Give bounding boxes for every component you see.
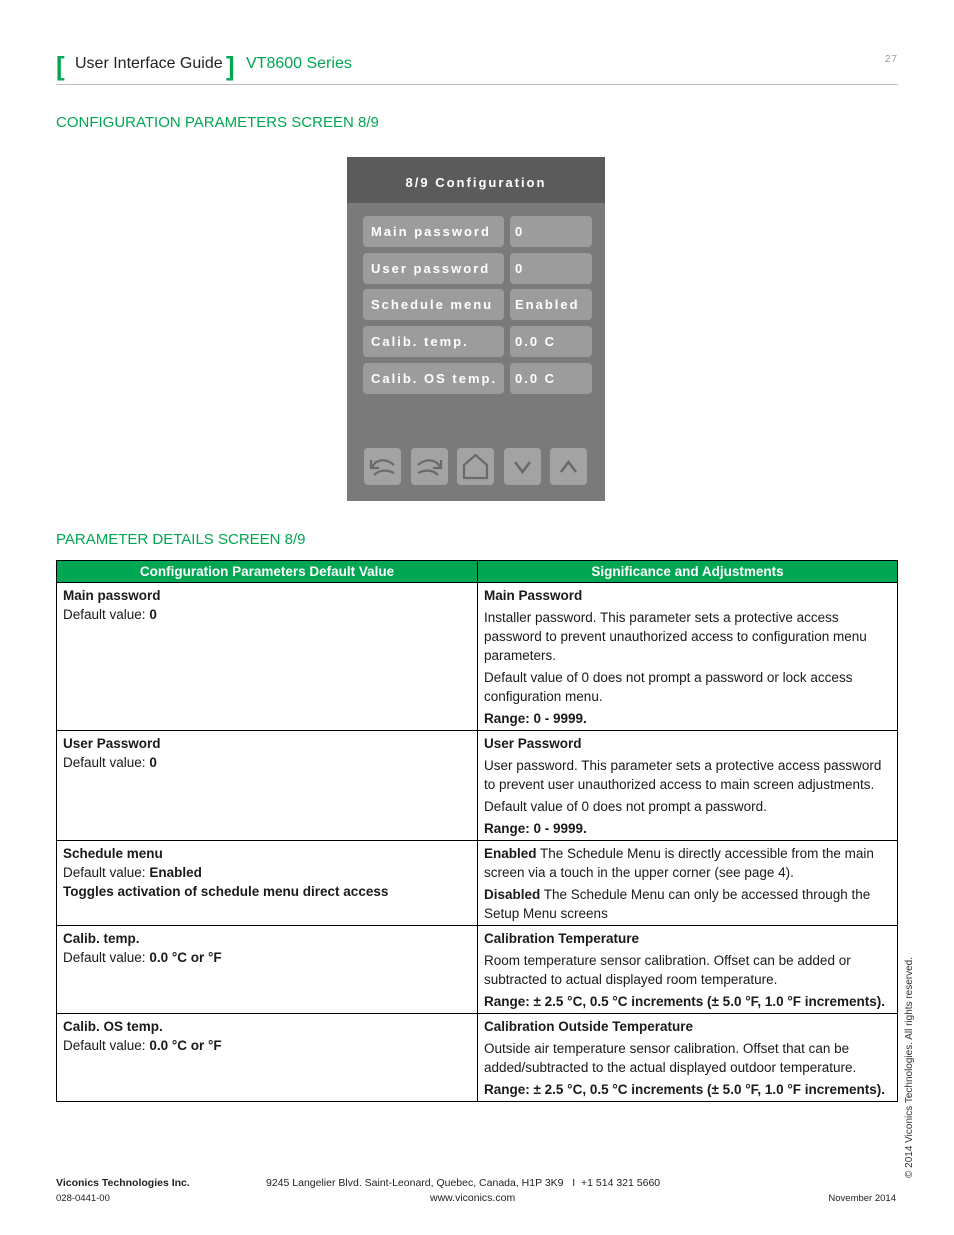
screen-title: 8/9 Configuration (347, 157, 605, 203)
significance-cell (478, 583, 898, 731)
param-row-main-password[interactable] (363, 216, 593, 247)
home-icon (457, 448, 494, 485)
back-button[interactable] (364, 448, 401, 485)
param-cell (57, 841, 478, 926)
chevron-up-icon (550, 448, 587, 485)
table-row (57, 1014, 898, 1102)
param-row-schedule-menu[interactable] (363, 289, 593, 320)
param-cell (57, 926, 478, 1014)
param-cell (57, 583, 478, 731)
param-name: Main password (63, 588, 161, 603)
significance-title: Main Password (484, 588, 583, 603)
default-value: 0 (149, 607, 157, 622)
param-row-calib-os-temp[interactable] (363, 363, 593, 394)
up-button[interactable] (550, 448, 587, 485)
param-name: Schedule menu (63, 846, 163, 861)
significance-cell (478, 841, 898, 926)
section-title-config: CONFIGURATION PARAMETERS SCREEN 8/9 (56, 114, 379, 131)
param-value[interactable]: 0.0 C (510, 363, 592, 394)
param-label[interactable]: Main password (363, 216, 504, 247)
param-row-calib-temp[interactable] (363, 326, 593, 357)
column-header: Configuration Parameters Default Value (57, 561, 478, 583)
footer-date: November 2014 (828, 1193, 896, 1204)
default-label: Default value: (63, 1038, 150, 1053)
home-button[interactable] (457, 448, 494, 485)
significance-title: Calibration Temperature (484, 931, 640, 946)
param-label[interactable]: User password (363, 253, 504, 284)
significance-title: User Password (484, 736, 582, 751)
forward-arrow-icon (411, 448, 448, 485)
series-title: VT8600 Series (246, 55, 352, 72)
footer-address: 9245 Langelier Blvd. Saint-Leonard, Quebec, Canada, H1P 3K9 I +1 514 321 5660 (266, 1177, 661, 1189)
description: Installer password. This parameter sets a protective access password to prevent unauthorized access to configuration menu parameters. (484, 610, 867, 663)
param-value[interactable]: Enabled (510, 289, 592, 320)
description: Outside air temperature sensor calibration. Offset that can be added/subtracted to the actual displayed outdoor temperature. (484, 1041, 857, 1075)
default-value: 0.0 °C or °F (149, 950, 222, 965)
left-bracket-icon: [ (56, 51, 65, 81)
param-cell (57, 731, 478, 841)
significance-title: Calibration Outside Temperature (484, 1019, 694, 1034)
column-header: Significance and Adjustments (478, 561, 898, 583)
param-value[interactable]: 0.0 C (510, 326, 592, 357)
param-label[interactable]: Schedule menu (363, 289, 504, 320)
significance-cell (478, 926, 898, 1014)
back-arrow-icon (364, 448, 401, 485)
guide-title: User Interface Guide (75, 55, 223, 72)
description: User password. This parameter sets a protective access password to prevent user unauthorized access to main screen adjustments. (484, 758, 882, 792)
down-button[interactable] (504, 448, 541, 485)
table-row (57, 583, 898, 731)
range: Range: 0 - 9999. (484, 711, 587, 726)
right-bracket-icon: ] (226, 51, 235, 81)
footer-doc-number: 028-0441-00 (56, 1193, 110, 1204)
section-title-details: PARAMETER DETAILS SCREEN 8/9 (56, 531, 306, 548)
default-label: Default value: (63, 607, 150, 622)
param-value[interactable]: 0 (510, 216, 592, 247)
chevron-down-icon (504, 448, 541, 485)
param-name: Calib. OS temp. (63, 1019, 163, 1034)
param-label[interactable]: Calib. temp. (363, 326, 504, 357)
option-text: The Schedule Menu can only be accessed through the Setup Menu screens (484, 887, 871, 921)
default-value: Enabled (149, 865, 202, 880)
significance-cell (478, 1014, 898, 1102)
copyright-notice: © 2014 Viconics Technologies. All rights reserved. (904, 956, 915, 1178)
description: Default value of 0 does not prompt a password or lock access configuration menu. (484, 670, 853, 704)
range: Range: ± 2.5 °C, 0.5 °C increments (± 5.0 °F, 1.0 °F increments). (484, 1082, 886, 1097)
forward-button[interactable] (411, 448, 448, 485)
option-term: Enabled (484, 846, 537, 861)
param-name: User Password (63, 736, 161, 751)
option-text: The Schedule Menu is directly accessible from the main screen via a touch in the upper corner (see page 4). (484, 846, 874, 880)
table-row (57, 926, 898, 1014)
param-label[interactable]: Calib. OS temp. (363, 363, 504, 394)
option-term: Disabled (484, 887, 541, 902)
description: Room temperature sensor calibration. Offset can be added or subtracted to actual displayed room temperature. (484, 953, 851, 987)
range: Range: ± 2.5 °C, 0.5 °C increments (± 5.0 °F, 1.0 °F increments). (484, 994, 886, 1009)
default-value: 0.0 °C or °F (149, 1038, 222, 1053)
param-row-user-password[interactable] (363, 253, 593, 284)
param-extra: Toggles activation of schedule menu direct access (63, 884, 389, 899)
default-label: Default value: (63, 755, 150, 770)
param-value[interactable]: 0 (510, 253, 592, 284)
param-name: Calib. temp. (63, 931, 140, 946)
table-row (57, 731, 898, 841)
table-row (57, 841, 898, 926)
range: Range: 0 - 9999. (484, 821, 587, 836)
footer-website[interactable]: www.viconics.com (430, 1192, 516, 1204)
footer-company: Viconics Technologies Inc. (56, 1177, 190, 1189)
parameter-details-table (56, 560, 898, 1102)
page-number: 27 (884, 54, 898, 65)
default-label: Default value: (63, 950, 150, 965)
param-cell (57, 1014, 478, 1102)
thermostat-screen (347, 157, 605, 501)
significance-cell (478, 731, 898, 841)
page-header (56, 50, 898, 85)
default-label: Default value: (63, 865, 150, 880)
description: Default value of 0 does not prompt a password. (484, 799, 767, 814)
default-value: 0 (149, 755, 157, 770)
